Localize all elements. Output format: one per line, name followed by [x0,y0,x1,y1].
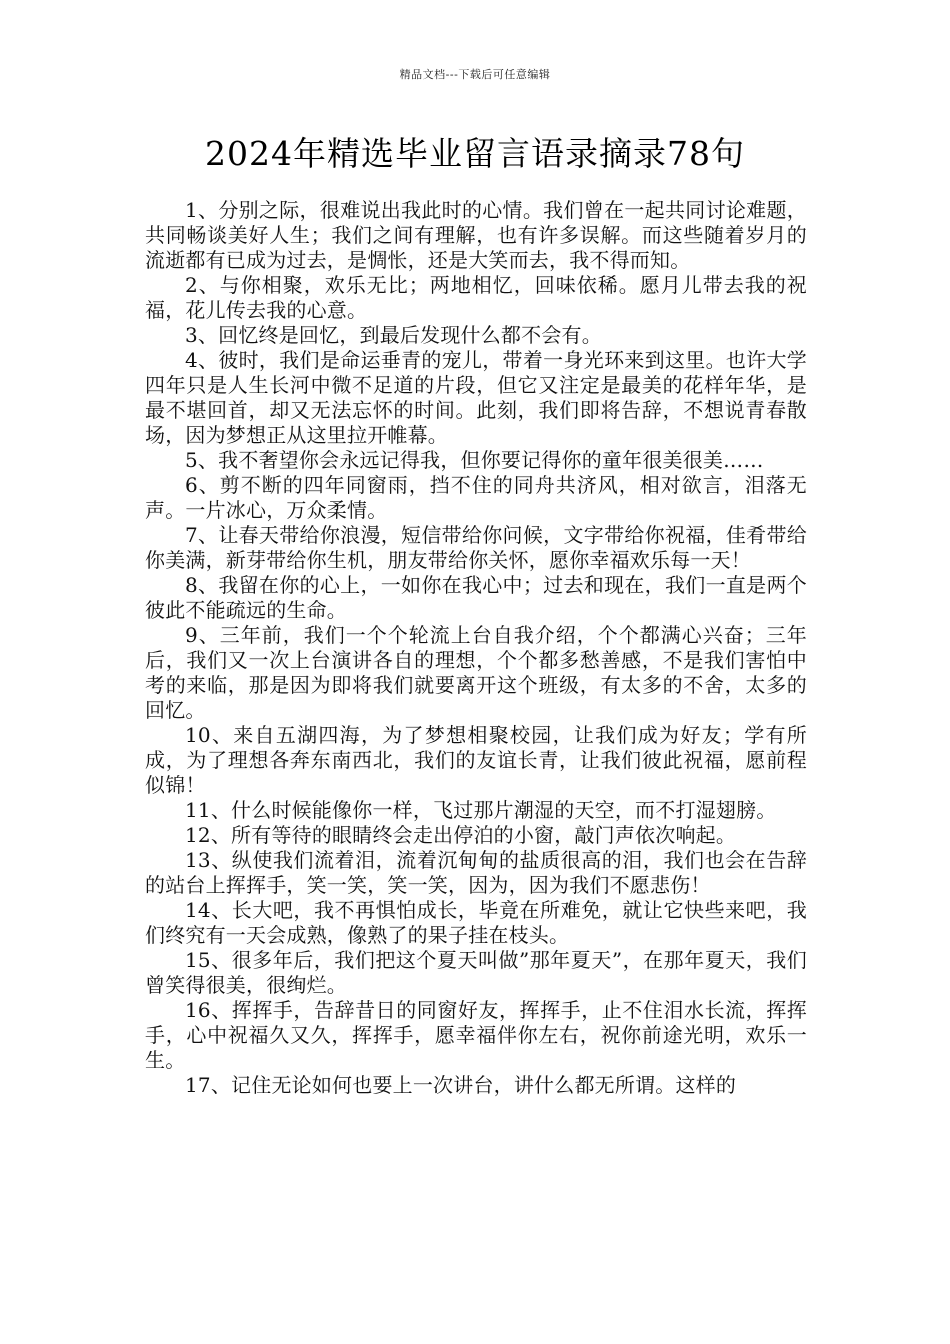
paragraph-4: 4、彼时，我们是命运垂青的宠儿，带着一身光环来到这里。也许大学四年只是人生长河中微不足道的片段，但它又注定是最美的花样年华，是最不堪回首，却又无法忘怀的时间。此刻，我们即将告辞，不想说青春散场，因为梦想正从这里拉开帷幕。 [145,348,807,447]
paragraph-16: 16、挥挥手，告辞昔日的同窗好友，挥挥手，止不住泪水长流，挥挥手，心中祝福久又久，挥挥手，愿幸福伴你左右，祝你前途光明，欢乐一生。 [145,998,807,1072]
paragraph-17: 17、记住无论如何也要上一次讲台，讲什么都无所谓。这样的 [185,1073,737,1097]
paragraph-8: 8、我留在你的心上，一如你在我心中；过去和现在，我们一直是两个彼此不能疏远的生命。 [145,573,807,622]
paragraph-2: 2、与你相聚，欢乐无比；两地相忆，回味依稀。愿月儿带去我的祝福，花儿传去我的心意。 [145,273,807,322]
paragraph-5: 5、我不奢望你会永远记得我，但你要记得你的童年很美很美…… [185,448,764,472]
paragraph-10: 10、来自五湖四海，为了梦想相聚校园，让我们成为好友；学有所成，为了理想各奔东南西北，我们的友谊长青，让我们彼此祝福，愿前程似锦！ [145,723,807,797]
paragraph-14: 14、长大吧，我不再惧怕成长，毕竟在所难免，就让它快些来吧，我们终究有一天会成熟，像熟了的果子挂在枝头。 [145,898,807,947]
paragraph-12: 12、所有等待的眼睛终会走出停泊的小窗，敲门声依次响起。 [185,823,737,847]
paragraph-7: 7、让春天带给你浪漫，短信带给你问候，文字带给你祝福，佳肴带给你美满，新芽带给你生机，朋友带给你关怀，愿你幸福欢乐每一天！ [145,523,807,572]
paragraph-13: 13、纵使我们流着泪，流着沉甸甸的盐质很高的泪，我们也会在告辞的站台上挥挥手，笑一笑，笑一笑，因为，因为我们不愿悲伤！ [145,848,807,897]
page-header: 精品文档---下载后可任意编辑 [399,68,551,81]
paragraph-15: 15、很多年后，我们把这个夏天叫做”那年夏天”，在那年夏天，我们曾笑得很美，很绚烂。 [145,948,807,997]
paragraph-11: 11、什么时候能像你一样，飞过那片潮湿的天空，而不打湿翅膀。 [185,798,777,822]
document-body [145,198,807,1098]
paragraph-9: 9、三年前，我们一个个轮流上台自我介绍，个个都满心兴奋；三年后，我们又一次上台演讲各自的理想，个个都多愁善感，不是我们害怕中考的来临，那是因为即将我们就要离开这个班级，有太多的不舍，太多的回忆。 [145,623,807,722]
paragraph-6: 6、剪不断的四年同窗雨，挡不住的同舟共济风，相对欲言，泪落无声。一片冰心，万众柔情。 [145,473,807,522]
document-title: 2024年精选毕业留言语录摘录78句 [205,134,745,173]
paragraph-3: 3、回忆终是回忆，到最后发现什么都不会有。 [185,323,602,347]
paragraph-1: 1、分别之际，很难说出我此时的心情。我们曾在一起共同讨论难题，共同畅谈美好人生；我们之间有理解，也有许多误解。而这些随着岁月的流逝都有已成为过去，是惆怅，还是大笑而去，我不得而知。 [145,198,807,272]
